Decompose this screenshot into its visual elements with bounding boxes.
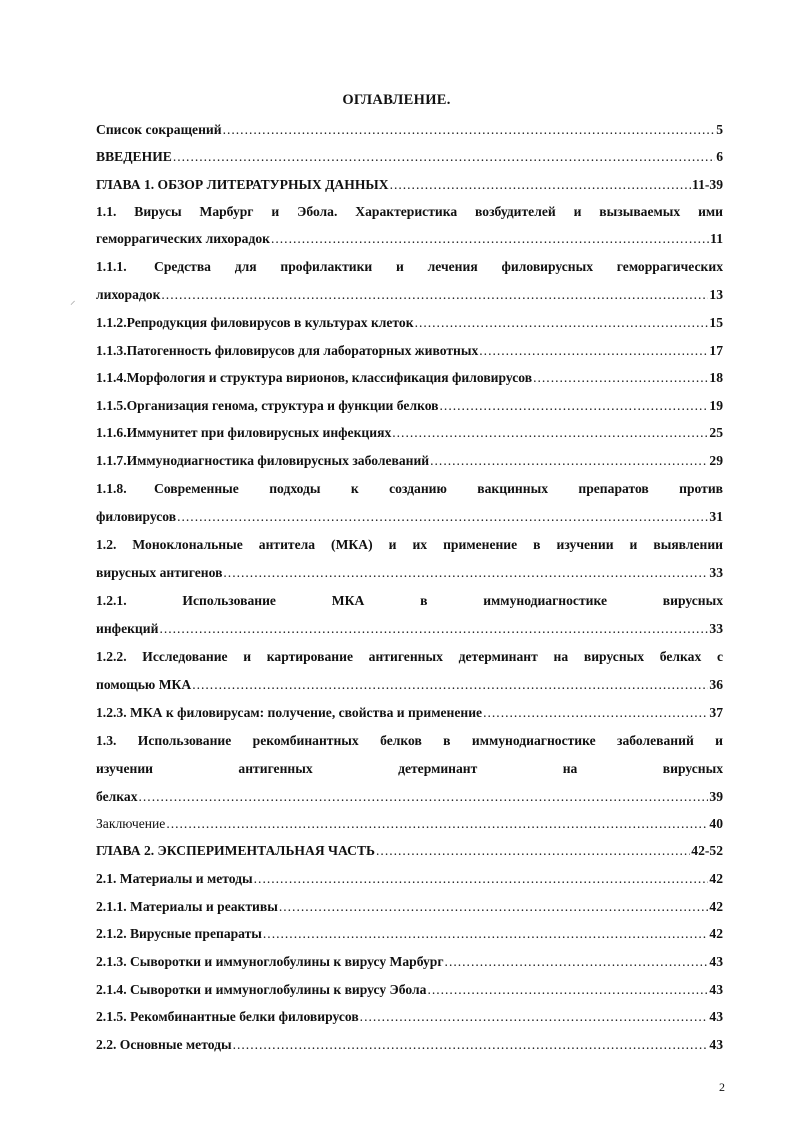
- leader-dots: [360, 1009, 709, 1025]
- toc-page-number: 11: [710, 231, 723, 246]
- toc-page-number: 13: [709, 287, 723, 302]
- leader-dots: [430, 453, 708, 469]
- toc-entry-title: Морфология и структура вирионов, классификация филовирусов: [126, 370, 533, 385]
- toc-entry-1-2: [96, 537, 723, 581]
- toc-entry-title: вирусных антигенов: [96, 565, 223, 580]
- toc-entry-1-1-6: [96, 425, 723, 441]
- toc-entry-title: Патогенность филовирусов для лабораторных животных: [126, 343, 479, 358]
- toc-page-number: 33: [709, 621, 723, 636]
- toc-page-number: 25: [709, 425, 723, 440]
- toc-entry-number: 1.1.1.: [96, 259, 127, 274]
- toc-entry-title: 2.1.2. Вирусные препараты: [96, 926, 262, 941]
- leader-dots: [254, 871, 709, 887]
- toc-entry-1-1-7: [96, 453, 723, 469]
- leader-dots: [223, 122, 716, 138]
- toc-page-number: 31: [709, 509, 723, 524]
- toc-entry-title: 2.1.1. Материалы и реактивы: [96, 899, 278, 914]
- leader-dots: [192, 677, 708, 693]
- toc-entry-introduction: [96, 149, 723, 165]
- toc-page-number: 43: [709, 1009, 723, 1024]
- leader-dots: [177, 509, 708, 525]
- toc-entry-title: Заключение: [96, 816, 166, 831]
- toc-page-number: 42: [709, 926, 723, 941]
- page-number: 2: [719, 1080, 725, 1094]
- toc-page-number: 29: [709, 453, 723, 468]
- toc-entry-title: филовирусов: [96, 509, 177, 524]
- toc-entry-1-2-1: [96, 593, 723, 637]
- toc-page-number: 39: [709, 789, 723, 804]
- toc-entry-abbreviations: [96, 122, 723, 138]
- leader-dots: [533, 370, 708, 386]
- toc-page-number: 37: [709, 705, 723, 720]
- leader-dots: [223, 565, 708, 581]
- toc-entry-1-3: [96, 733, 723, 805]
- toc-entry-2-1-2: [96, 926, 723, 942]
- toc-entry-2-1-4: [96, 982, 723, 998]
- toc-entry-1-1-1: [96, 259, 723, 303]
- leader-dots: [263, 926, 709, 942]
- toc-entry-title: лихорадок: [96, 287, 161, 302]
- leader-dots: [376, 843, 690, 859]
- toc-entry-title: Организация генома, структура и функции белков: [126, 398, 439, 413]
- toc-entry-title: помощью МКА: [96, 677, 192, 692]
- toc-page-number: 40: [709, 816, 723, 831]
- toc-entry-title: 2.1. Материалы и методы: [96, 871, 253, 886]
- toc-page-number: 11-39: [692, 177, 723, 192]
- toc-entry-title: геморрагических лихорадок: [96, 231, 270, 246]
- leader-dots: [233, 1037, 709, 1053]
- toc-entry-2-2: [96, 1037, 723, 1053]
- margin-pencil-mark: ⸝: [70, 295, 76, 307]
- toc-entry-title: белках: [96, 789, 138, 804]
- leader-dots: [415, 315, 709, 331]
- toc-entry-title-line: Средства для профилактики и лечения филовирусных геморрагических: [154, 259, 723, 274]
- toc-page-number: 36: [709, 677, 723, 692]
- toc-entry-number: 1.1.5.: [96, 398, 127, 413]
- toc-entry-title: 1.2.3. МКА к филовирусам: получение, свойства и применение: [96, 705, 483, 720]
- toc-entry-1-1: [96, 204, 723, 247]
- toc-entry-2-1-1: [96, 899, 723, 915]
- toc-entry-1-2-3: [96, 705, 723, 721]
- leader-dots: [139, 789, 709, 805]
- toc-entry-2-1-5: [96, 1009, 723, 1025]
- toc-entry-title-line: 1.2.2. Исследование и картирование антигенных детерминант на вирусных белках с: [96, 649, 723, 664]
- toc-page-number: 18: [709, 370, 723, 385]
- leader-dots: [392, 425, 708, 441]
- toc-entry-title: ГЛАВА 1. ОБЗОР ЛИТЕРАТУРНЫХ ДАННЫХ: [96, 177, 389, 192]
- toc-entry-number: 1.1.6.: [96, 425, 127, 440]
- toc-entry-title: Иммунитет при филовирусных инфекциях: [126, 425, 392, 440]
- toc-page-number: 6: [716, 149, 723, 164]
- toc-entry-title: Список сокращений: [96, 122, 222, 137]
- leader-dots: [479, 343, 708, 359]
- toc-entry-title-line: 1.2. Моноклональные антитела (МКА) и их применение в изучении и выявлении: [96, 537, 723, 552]
- toc-entry-2-1-3: [96, 954, 723, 970]
- toc-entry-1-1-4: [96, 370, 723, 386]
- toc-entry-title-line: 1.1. Вирусы Марбург и Эбола. Характеристика возбудителей и вызываемых ими: [96, 204, 723, 219]
- toc-entry-2-1: [96, 871, 723, 887]
- toc-entry-1-2-2: [96, 649, 723, 693]
- toc-entry-chapter-2: [96, 843, 723, 859]
- toc-entry-title: Репродукция филовирусов в культурах клеток: [126, 315, 414, 330]
- leader-dots: [279, 899, 709, 915]
- toc-entry-title-line: 1.3. Использование рекомбинантных белков в иммунодиагностике заболеваний и: [96, 733, 723, 748]
- toc-page-number: 5: [716, 122, 723, 137]
- toc-page-number: 43: [709, 1037, 723, 1052]
- toc-page-number: 42-52: [691, 843, 723, 858]
- leader-dots: [166, 816, 708, 832]
- toc-entry-1-1-5: [96, 398, 723, 414]
- toc-entry-title: инфекций: [96, 621, 159, 636]
- toc-entry-conclusion: [96, 816, 723, 832]
- toc-entry-title: ГЛАВА 2. ЭКСПЕРИМЕНТАЛЬНАЯ ЧАСТЬ: [96, 843, 376, 858]
- leader-dots: [445, 954, 709, 970]
- toc-entry-1-1-2: [96, 315, 723, 331]
- toc-page-number: 42: [709, 871, 723, 886]
- toc-page-number: 15: [709, 315, 723, 330]
- toc-entry-number: 1.1.7.: [96, 453, 127, 468]
- toc-entry-title: 2.1.4. Сыворотки и иммуноглобулины к вирусу Эбола: [96, 982, 427, 997]
- toc-entry-1-1-8: [96, 481, 723, 525]
- toc-entry-title: 2.2. Основные методы: [96, 1037, 232, 1052]
- toc-page-number: 43: [709, 982, 723, 997]
- toc-entry-title: Иммунодиагностика филовирусных заболеваний: [126, 453, 430, 468]
- toc-entry-title: 2.1.5. Рекомбинантные белки филовирусов: [96, 1009, 359, 1024]
- leader-dots: [427, 982, 708, 998]
- toc-entry-number: 1.1.3.: [96, 343, 127, 358]
- page-title: ОГЛАВЛЕНИЕ.: [342, 92, 451, 108]
- toc-entry-title: ВВЕДЕНИЕ: [96, 149, 172, 164]
- leader-dots: [159, 621, 708, 637]
- toc-entry-1-1-3: [96, 343, 723, 359]
- toc-entry-number: 1.1.8.: [96, 481, 127, 496]
- toc-page-number: 19: [709, 398, 723, 413]
- toc-entry-title: 2.1.3. Сыворотки и иммуноглобулины к вирусу Марбург: [96, 954, 444, 969]
- leader-dots: [440, 398, 709, 414]
- leader-dots: [173, 149, 715, 165]
- toc-entry-chapter-1: [96, 177, 723, 193]
- toc-entry-title-line: Современные подходы к созданию вакцинных препаратов против: [154, 481, 723, 496]
- toc-page-number: 17: [709, 343, 723, 358]
- toc-entry-number: 1.1.4.: [96, 370, 127, 385]
- toc-page-number: 42: [709, 899, 723, 914]
- leader-dots: [483, 705, 708, 721]
- toc-page-number: 33: [709, 565, 723, 580]
- leader-dots: [271, 231, 709, 247]
- toc-entry-title-line: изучении антигенных детерминант на вирусных: [96, 761, 723, 776]
- leader-dots: [390, 177, 691, 193]
- leader-dots: [161, 287, 708, 303]
- toc-page-number: 43: [709, 954, 723, 969]
- toc-entry-number: 1.1.2.: [96, 315, 127, 330]
- toc-entry-title-line: 1.2.1. Использование МКА в иммунодиагностике вирусных: [96, 593, 723, 608]
